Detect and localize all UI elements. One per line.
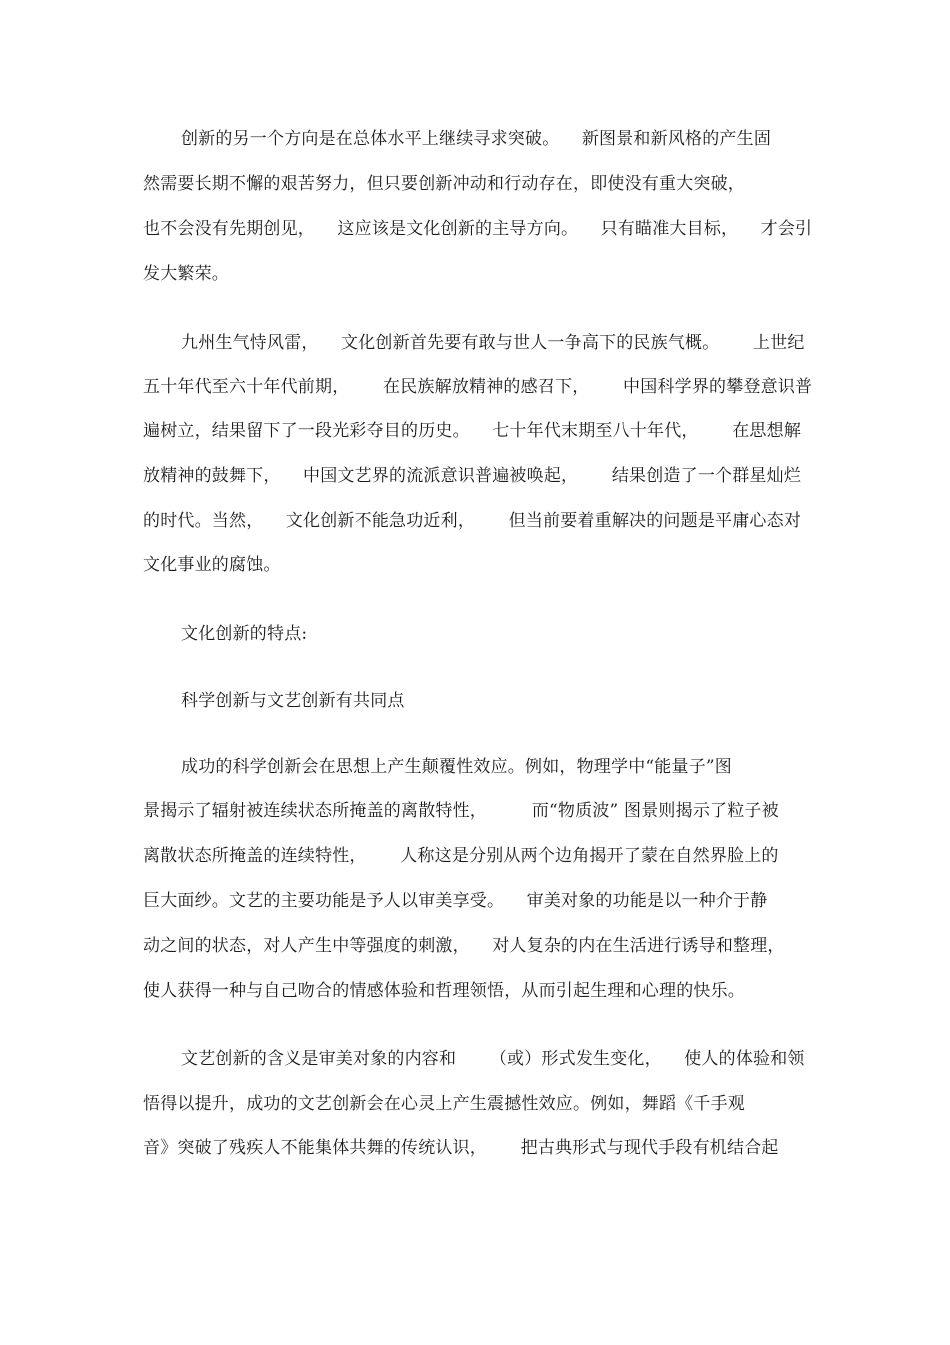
- paragraph-1-line-4: 发大繁荣。: [143, 264, 229, 284]
- paragraph-2-line-4: 放精神的鼓舞下， 中国文艺界的流派意识普遍被唤起， 结果创造了一个群星灿烂: [143, 466, 802, 486]
- paragraph-2-line-5: 的时代。当然， 文化创新不能急功近利， 但当前要着重解决的问题是平庸心态对: [143, 511, 802, 531]
- paragraph-1-line-2: 然需要长期不懈的艰苦努力，但只要创新冲动和行动存在，即使没有重大突破，: [143, 174, 745, 194]
- paragraph-3-line-3: 离散状态所掩盖的连续特性， 人称这是分别从两个边角揭开了蒙在自然界脸上的: [143, 846, 779, 866]
- paragraph-4-line-1: 文艺创新的含义是审美对象的内容和 （或）形式发生变化， 使人的体验和领: [181, 1049, 805, 1069]
- paragraph-3-line-5: 动之间的状态，对人产生中等强度的刺激， 对人复杂的内在生活进行诱导和整理，: [143, 936, 785, 956]
- paragraph-1-line-3: 也不会没有先期创见， 这应该是文化创新的主导方向。 只有瞄准大目标， 才会引: [143, 219, 813, 239]
- paragraph-3-line-4: 巨大面纱。文艺的主要功能是予人以审美享受。 审美对象的功能是以一种介于静: [143, 891, 768, 911]
- paragraph-3-line-2: 景揭示了辐射被连续状态所掩盖的离散特性， 而“物质波” 图景则揭示了粒子被: [143, 801, 779, 821]
- paragraph-4-line-2: 悟得以提升，成功的文艺创新会在心灵上产生震撼性效应。例如，舞蹈《千手观: [143, 1094, 745, 1114]
- paragraph-4-line-3: 音》突破了残疾人不能集体共舞的传统认识， 把古典形式与现代手段有机结合起: [143, 1138, 779, 1158]
- paragraph-2-line-1: 九州生气恃风雷， 文化创新首先要有敢与世人一争高下的民族气概。 上世纪: [181, 333, 805, 353]
- paragraph-2-line-6: 文化事业的腐蚀。: [143, 555, 281, 575]
- paragraph-1-line-1: 创新的另一个方向是在总体水平上继续寻求突破。 新图景和新风格的产生固: [181, 129, 772, 149]
- paragraph-2-line-3: 遍树立，结果留下了一段光彩夺目的历史。 七十年代末期至八十年代， 在思想解: [143, 421, 802, 441]
- paragraph-3-line-6: 使人获得一种与自己吻合的情感体验和哲理领悟，从而引起生理和心理的快乐。: [143, 981, 745, 1001]
- section-heading-features: 文化创新的特点:: [181, 624, 308, 644]
- paragraph-3-line-1: 成功的科学创新会在思想上产生颠覆性效应。例如，物理学中“能量子”图: [181, 757, 732, 777]
- subsection-heading-common-points: 科学创新与文艺创新有共同点: [181, 691, 405, 711]
- paragraph-2-line-2: 五十年代至六十年代前期， 在民族解放精神的感召下， 中国科学界的攀登意识普: [143, 377, 813, 397]
